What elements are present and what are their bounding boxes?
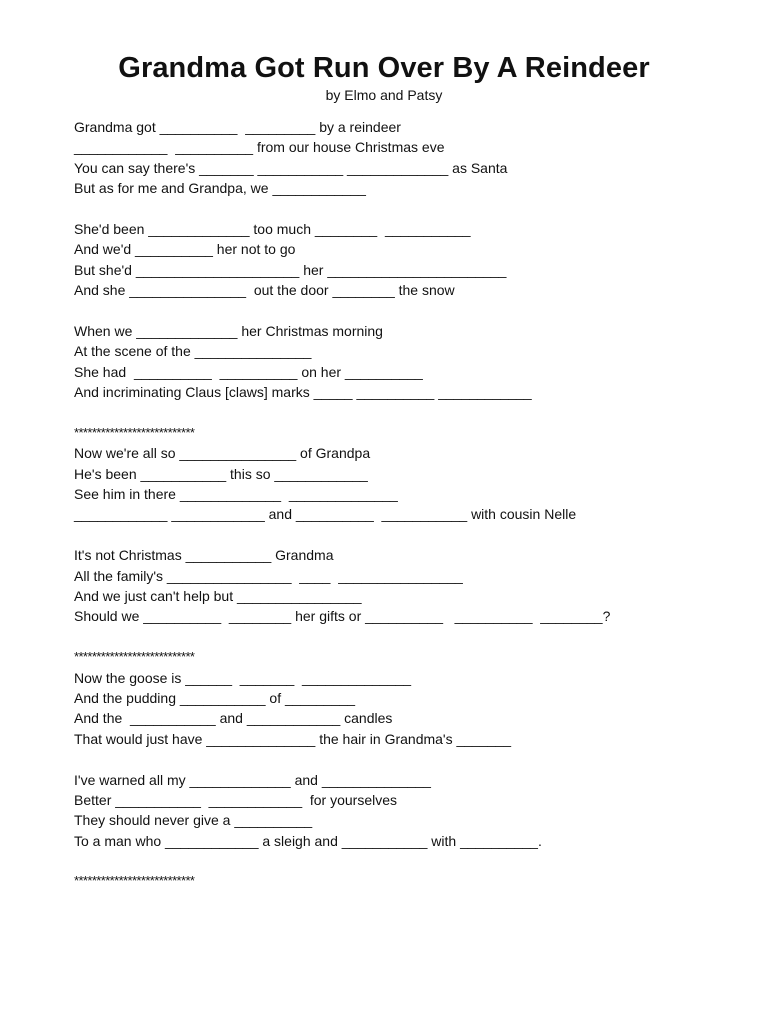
- lyric-line: ____________ __________ from our house Christmas eve: [74, 139, 445, 156]
- lyric-line: Now we're all so _______________ of Grandpa: [74, 445, 371, 462]
- lyric-line: But as for me and Grandpa, we ____________: [74, 180, 366, 197]
- lyric-line: And the pudding ___________ of _________: [74, 689, 356, 706]
- stanza-gap: [74, 525, 734, 545]
- stanza-gap: [74, 402, 734, 422]
- lyric-line: And she _______________ out the door ________ the snow: [74, 282, 455, 299]
- lyric-line: I've warned all my _____________ and ______________: [74, 771, 431, 788]
- lyric-line: At the scene of the _______________: [74, 343, 312, 360]
- lyric-line: And we'd __________ her not to go: [74, 241, 296, 258]
- chorus-divider: ***************************: [74, 424, 195, 440]
- lyric-line: She had __________ __________ on her __________: [74, 363, 423, 380]
- lyric-line: But she'd _____________________ her _______________________: [74, 261, 507, 278]
- lyric-line: And we just can't help but ________________: [74, 587, 362, 604]
- lyric-line: And incriminating Claus [claws] marks _____ __________ ____________: [74, 384, 532, 401]
- lyric-line: Grandma got __________ _________ by a reindeer: [74, 119, 401, 135]
- page-title: Grandma Got Run Over By A Reindeer: [118, 52, 650, 84]
- lyric-line: When we _____________ her Christmas morning: [74, 322, 383, 339]
- lyric-line: Better ___________ ____________ for yourselves: [74, 791, 398, 808]
- stanza-gap: [74, 627, 734, 647]
- stanza-gap: [74, 199, 734, 219]
- stanza-gap: [74, 301, 734, 321]
- lyric-line: See him in there _____________ ______________: [74, 486, 398, 503]
- stanza-gap: [74, 851, 734, 871]
- lyric-line: That would just have ______________ the hair in Grandma's _______: [74, 730, 511, 747]
- lyric-line: They should never give a __________: [74, 812, 313, 829]
- stanza-gap: [74, 749, 734, 769]
- lyric-line: And the ___________ and ____________ candles: [74, 710, 393, 727]
- chorus-divider: ***************************: [74, 873, 195, 889]
- lyric-line: To a man who ____________ a sleigh and ___________ with __________.: [74, 832, 542, 849]
- page-subtitle: by Elmo and Patsy: [325, 87, 443, 103]
- lyric-line: It's not Christmas ___________ Grandma: [74, 547, 334, 564]
- lyric-line: Now the goose is ______ _______ ______________: [74, 669, 412, 686]
- lyrics-body: [74, 117, 734, 892]
- chorus-divider: ***************************: [74, 649, 195, 665]
- lyric-line: Should we __________ ________ her gifts or __________ __________ ________?: [74, 608, 611, 625]
- lyric-line: All the family's ________________ ____ ________________: [74, 567, 463, 584]
- lyric-line: You can say there's _______ ___________ _____________ as Santa: [74, 159, 508, 176]
- lyric-line: He's been ___________ this so ____________: [74, 465, 368, 482]
- lyric-line: She'd been _____________ too much ________ ___________: [74, 220, 471, 237]
- lyric-line: ____________ ____________ and __________ ___________ with cousin Nelle: [74, 506, 577, 523]
